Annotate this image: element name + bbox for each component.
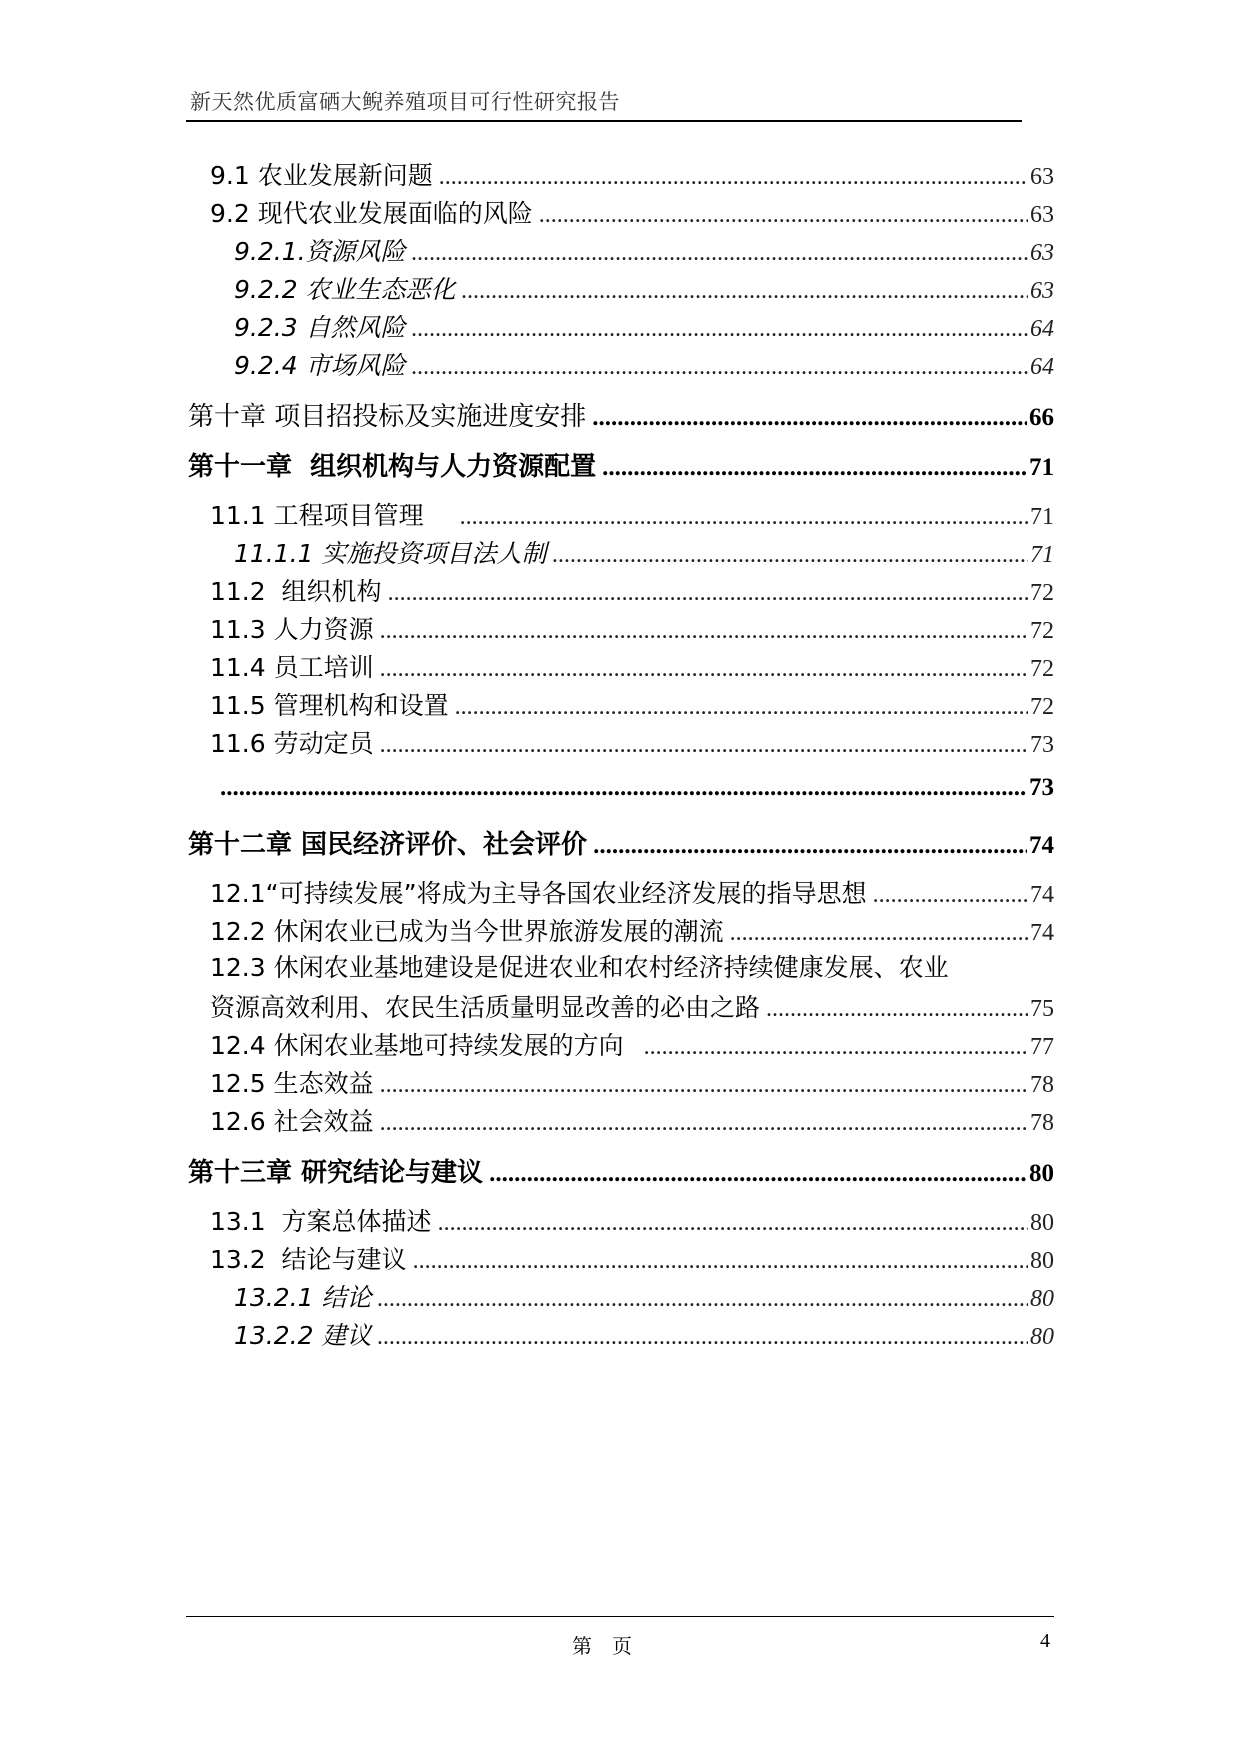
toc-entry-page: 80 xyxy=(1030,1286,1054,1312)
toc-entry-page: 72 xyxy=(1030,618,1054,644)
toc-entry-label: 13.2.1 结论 xyxy=(234,1283,372,1312)
toc-entry-page: 80 xyxy=(1030,1324,1054,1350)
toc-entry-13-2-2[interactable] xyxy=(0,1316,1241,1352)
toc-entry-label: 11.4 员工培训 xyxy=(210,653,374,682)
toc-chapter-13[interactable] xyxy=(0,1152,1241,1189)
toc-entry-page: 71 xyxy=(1030,504,1054,530)
toc-entry-13-1[interactable] xyxy=(0,1202,1241,1238)
toc-entry-12-3[interactable] xyxy=(0,988,1241,1024)
toc-entry-label: 11.5 管理机构和设置 xyxy=(210,691,449,720)
toc-entry-label: 第十一章 组织机构与人力资源配置 xyxy=(188,452,597,482)
toc-entry-page: 78 xyxy=(1030,1072,1054,1098)
toc-entry-label: 第十二章 国民经济评价、社会评价 xyxy=(188,830,588,860)
toc-entry-page: 74 xyxy=(1029,832,1054,859)
toc-entry-label: 11.1.1 实施投资项目法人制 xyxy=(234,539,547,568)
toc-entry-page: 72 xyxy=(1030,656,1054,682)
header-title: 新天然优质富硒大鲵养殖项目可行性研究报告 xyxy=(190,90,620,114)
footer-page-label: 第页 xyxy=(572,1634,652,1658)
toc-entry-label: 第十三章 研究结论与建议 xyxy=(188,1158,484,1188)
toc-entry-9-2-4[interactable] xyxy=(0,346,1241,382)
toc-entry-label: 12.5 生态效益 xyxy=(210,1069,374,1098)
toc-leader-dots xyxy=(552,542,1028,569)
toc-entry-12-3-line1[interactable]: 12.3 休闲农业基地建设是促进农业和农村经济持续健康发展、农业 xyxy=(210,953,949,982)
toc-leader-dots xyxy=(412,354,1028,381)
toc-entry-page: 80 xyxy=(1029,1160,1054,1187)
toc-leader-dots xyxy=(380,732,1028,759)
toc-entry-page: 74 xyxy=(1030,920,1054,946)
toc-entry-9-2[interactable] xyxy=(0,194,1241,230)
toc-entry-label: 13.2 结论与建议 xyxy=(210,1245,407,1274)
toc-entry-label: 13.2.2 建议 xyxy=(234,1321,372,1350)
footer-page-number: 4 xyxy=(1040,1630,1050,1652)
toc-chapter-12[interactable] xyxy=(0,824,1241,861)
toc-entry-label: 12.4 休闲农业基地可持续发展的方向 xyxy=(210,1031,624,1060)
toc-leader-dots xyxy=(412,316,1028,343)
toc-entry-label: 资源高效利用、农民生活质量明显改善的必由之路 xyxy=(210,993,761,1022)
toc-entry-untitled[interactable] xyxy=(0,774,1241,802)
toc-entry-9-2-2[interactable] xyxy=(0,270,1241,306)
toc-entry-page: 78 xyxy=(1030,1110,1054,1136)
toc-entry-page: 63 xyxy=(1030,240,1054,266)
toc-entry-13-2[interactable] xyxy=(0,1240,1241,1276)
toc-entry-12-6[interactable] xyxy=(0,1102,1241,1138)
toc-leader-dots xyxy=(730,920,1028,947)
toc-entry-page: 63 xyxy=(1030,164,1054,190)
toc-entry-page: 72 xyxy=(1030,694,1054,720)
toc-entry-9-2-1[interactable] xyxy=(0,232,1241,268)
toc-entry-11-1-1[interactable] xyxy=(0,534,1241,570)
toc-leader-dots xyxy=(592,404,1027,432)
footer-rule xyxy=(186,1616,1054,1617)
toc-leader-dots xyxy=(380,618,1028,645)
toc-leader-dots xyxy=(380,1110,1028,1137)
toc-entry-page: 71 xyxy=(1029,454,1054,481)
toc-leader-dots xyxy=(539,202,1028,229)
toc-entry-page: 75 xyxy=(1030,996,1054,1022)
toc-chapter-11[interactable] xyxy=(0,446,1241,483)
toc-leader-dots xyxy=(455,694,1028,721)
toc-entry-page: 80 xyxy=(1030,1248,1054,1274)
toc-entry-label: 11.1 工程项目管理 xyxy=(210,501,424,530)
toc-leader-dots xyxy=(462,278,1028,305)
toc-entry-11-3[interactable] xyxy=(0,610,1241,646)
toc-entry-label: 9.1 农业发展新问题 xyxy=(210,161,433,190)
toc-chapter-10[interactable] xyxy=(0,396,1241,433)
toc-entry-11-4[interactable] xyxy=(0,648,1241,684)
toc-leader-dots xyxy=(388,580,1028,607)
toc-entry-label: 9.2.1.资源风险 xyxy=(234,237,406,266)
toc-entry-label: 12.2 休闲农业已成为当今世界旅游发展的潮流 xyxy=(210,917,724,946)
toc-leader-dots xyxy=(377,1324,1028,1351)
toc-entry-page: 74 xyxy=(1030,882,1054,908)
toc-entry-11-1[interactable] xyxy=(0,496,1241,532)
toc-leader-dots xyxy=(220,774,1027,802)
toc-entry-9-1[interactable] xyxy=(0,156,1241,192)
toc-entry-page: 77 xyxy=(1030,1034,1054,1060)
toc-entry-page: 64 xyxy=(1030,316,1054,342)
toc-entry-page: 80 xyxy=(1030,1210,1054,1236)
toc-entry-page: 66 xyxy=(1029,404,1054,431)
toc-entry-12-5[interactable] xyxy=(0,1064,1241,1100)
toc-entry-page: 63 xyxy=(1030,202,1054,228)
toc-entry-label: 13.1 方案总体描述 xyxy=(210,1207,432,1236)
toc-entry-12-4[interactable] xyxy=(0,1026,1241,1062)
toc-leader-dots xyxy=(873,882,1028,909)
toc-entry-9-2-3[interactable] xyxy=(0,308,1241,344)
toc-entry-label: 12.6 社会效益 xyxy=(210,1107,374,1136)
toc-leader-dots xyxy=(438,1210,1028,1237)
toc-leader-dots xyxy=(377,1286,1028,1313)
toc-entry-page: 72 xyxy=(1030,580,1054,606)
toc-leader-dots xyxy=(489,1160,1027,1188)
toc-entry-11-2[interactable] xyxy=(0,572,1241,608)
toc-entry-11-5[interactable] xyxy=(0,686,1241,722)
toc-entry-label: 11.3 人力资源 xyxy=(210,615,374,644)
toc-entry-page: 73 xyxy=(1030,732,1054,758)
toc-entry-12-1[interactable] xyxy=(0,874,1241,910)
toc-entry-page: 71 xyxy=(1030,542,1054,568)
toc-leader-dots xyxy=(413,1248,1028,1275)
toc-entry-label: 11.6 劳动定员 xyxy=(210,729,374,758)
header-rule xyxy=(186,120,1022,122)
toc-entry-11-6[interactable] xyxy=(0,724,1241,760)
toc-entry-page: 73 xyxy=(1029,774,1054,801)
toc-leader-dots xyxy=(380,1072,1028,1099)
toc-entry-page: 63 xyxy=(1030,278,1054,304)
toc-leader-dots xyxy=(602,454,1027,482)
toc-entry-page: 64 xyxy=(1030,354,1054,380)
toc-entry-label: 11.2 组织机构 xyxy=(210,577,382,606)
toc-leader-dots xyxy=(380,656,1028,683)
toc-leader-dots xyxy=(460,504,1028,531)
toc-entry-label: 9.2.3 自然风险 xyxy=(234,313,406,342)
toc-entry-label: 第十章 项目招投标及实施进度安排 xyxy=(188,402,587,432)
toc-entry-12-2[interactable] xyxy=(0,912,1241,948)
toc-leader-dots xyxy=(766,996,1028,1023)
toc-entry-label: 9.2.4 市场风险 xyxy=(234,351,406,380)
toc-leader-dots xyxy=(644,1034,1028,1061)
toc-entry-label: 9.2.2 农业生态恶化 xyxy=(234,275,456,304)
toc-entry-label: 12.1“可持续发展”将成为主导各国农业经济发展的指导思想 xyxy=(210,879,867,908)
toc-leader-dots xyxy=(593,832,1027,860)
toc-leader-dots xyxy=(439,164,1028,191)
toc-entry-label: 9.2 现代农业发展面临的风险 xyxy=(210,199,533,228)
toc-entry-13-2-1[interactable] xyxy=(0,1278,1241,1314)
toc-leader-dots xyxy=(412,240,1028,267)
